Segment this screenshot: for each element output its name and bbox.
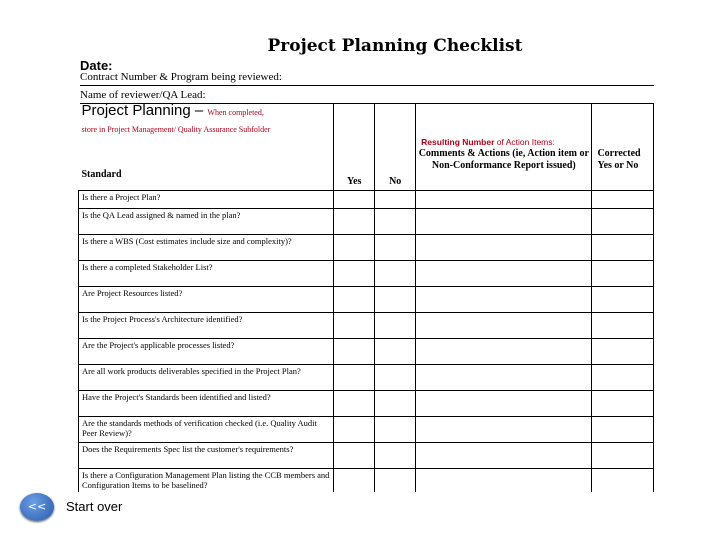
yes-cell[interactable]: [334, 391, 375, 417]
table-row: [79, 443, 654, 469]
standard-question: Is the Project Process's Architecture identified?: [79, 313, 334, 339]
corrected-cell[interactable]: [592, 469, 654, 493]
table-row: [79, 469, 654, 493]
corrected-header-cell: [592, 104, 654, 191]
comments-cell[interactable]: [416, 469, 592, 493]
no-cell[interactable]: [375, 261, 416, 287]
section-note: When completed,: [207, 108, 264, 117]
table-row: [79, 391, 654, 417]
yes-cell[interactable]: [334, 191, 375, 209]
comments-cell[interactable]: [416, 235, 592, 261]
comments-cell[interactable]: [416, 191, 592, 209]
comments-cell[interactable]: [416, 443, 592, 469]
section-subtitle: store in Project Management/ Quality Assurance Subfolder: [81, 125, 271, 134]
corrected-cell[interactable]: [592, 417, 654, 443]
comments-cell[interactable]: [416, 261, 592, 287]
standard-question: Have the Project's Standards been identified and listed?: [79, 391, 334, 417]
comments-header-cell: [416, 104, 592, 191]
corrected-cell[interactable]: [592, 365, 654, 391]
yes-cell[interactable]: [334, 339, 375, 365]
no-header: No: [389, 176, 402, 187]
standard-header-cell: [79, 104, 334, 191]
no-cell[interactable]: [375, 443, 416, 469]
no-header-cell: [375, 104, 416, 191]
corrected-header: Corrected Yes or No: [597, 148, 641, 171]
comments-header: Comments & Actions (ie, Action item or Non-Conformance Report issued): [418, 148, 589, 171]
no-cell[interactable]: [375, 235, 416, 261]
corrected-cell[interactable]: [592, 339, 654, 365]
corrected-cell[interactable]: [592, 209, 654, 235]
no-cell[interactable]: [375, 191, 416, 209]
table-row: [79, 339, 654, 365]
comments-cell[interactable]: [416, 339, 592, 365]
yes-header-cell: [334, 104, 375, 191]
yes-cell[interactable]: [334, 365, 375, 391]
no-cell[interactable]: [375, 209, 416, 235]
page-title: Project Planning Checklist: [267, 36, 523, 56]
standard-question: Is there a Configuration Management Plan listing the CCB members and Configuration Items to be baselined?: [79, 469, 334, 493]
standard-question: Are Project Resources listed?: [79, 287, 334, 313]
reviewer-label: Name of reviewer/QA Lead:: [80, 89, 654, 104]
standard-question: Are the standards methods of verification checked (i.e. Quality Audit Peer Review)?: [79, 417, 334, 443]
yes-cell[interactable]: [334, 261, 375, 287]
comments-cell[interactable]: [416, 365, 592, 391]
standard-question: Is the QA Lead assigned & named in the plan?: [79, 209, 334, 235]
table-header: [79, 104, 654, 191]
corrected-cell[interactable]: [592, 313, 654, 339]
yes-cell[interactable]: [334, 469, 375, 493]
yes-cell[interactable]: [334, 313, 375, 339]
no-cell[interactable]: [375, 313, 416, 339]
comments-cell[interactable]: [416, 417, 592, 443]
table-row: [79, 209, 654, 235]
table-row: [79, 313, 654, 339]
table-row: [79, 287, 654, 313]
no-cell[interactable]: [375, 417, 416, 443]
no-cell[interactable]: [375, 339, 416, 365]
no-cell[interactable]: [375, 391, 416, 417]
comments-cell[interactable]: [416, 209, 592, 235]
result-label: Resulting Number of Action Items:: [421, 137, 555, 147]
table-row: [79, 417, 654, 443]
yes-cell[interactable]: [334, 417, 375, 443]
contract-label: Contract Number & Program being reviewed:: [80, 71, 654, 86]
table-row: [79, 261, 654, 287]
back-button[interactable]: <<: [20, 493, 54, 521]
table-row: [79, 235, 654, 261]
comments-cell[interactable]: [416, 391, 592, 417]
yes-cell[interactable]: [334, 235, 375, 261]
corrected-cell[interactable]: [592, 391, 654, 417]
yes-header: Yes: [346, 176, 362, 187]
standard-header: Standard: [81, 169, 122, 180]
corrected-cell[interactable]: [592, 443, 654, 469]
no-cell[interactable]: [375, 287, 416, 313]
standard-question: Are the Project's applicable processes listed?: [79, 339, 334, 365]
standard-question: Is there a Project Plan?: [79, 191, 334, 209]
table-row: [79, 191, 654, 209]
standard-question: Is there a completed Stakeholder List?: [79, 261, 334, 287]
comments-cell[interactable]: [416, 313, 592, 339]
corrected-cell[interactable]: [592, 287, 654, 313]
standard-question: Is there a WBS (Cost estimates include size and complexity)?: [79, 235, 334, 261]
no-cell[interactable]: [375, 365, 416, 391]
corrected-cell[interactable]: [592, 235, 654, 261]
no-cell[interactable]: [375, 469, 416, 493]
checklist-sheet: [78, 104, 654, 492]
standard-question: Does the Requirements Spec list the customer's requirements?: [79, 443, 334, 469]
yes-cell[interactable]: [334, 209, 375, 235]
yes-cell[interactable]: [334, 443, 375, 469]
comments-cell[interactable]: [416, 287, 592, 313]
table-row: [79, 365, 654, 391]
start-over-link[interactable]: Start over: [66, 499, 123, 514]
checklist-table: [78, 104, 654, 492]
section-title: Project Planning – When completed,: [81, 104, 264, 119]
standard-question: Are all work products deliverables specified in the Project Plan?: [79, 365, 334, 391]
yes-cell[interactable]: [334, 287, 375, 313]
corrected-cell[interactable]: [592, 261, 654, 287]
date-label: Date:: [80, 58, 113, 73]
corrected-cell[interactable]: [592, 191, 654, 209]
